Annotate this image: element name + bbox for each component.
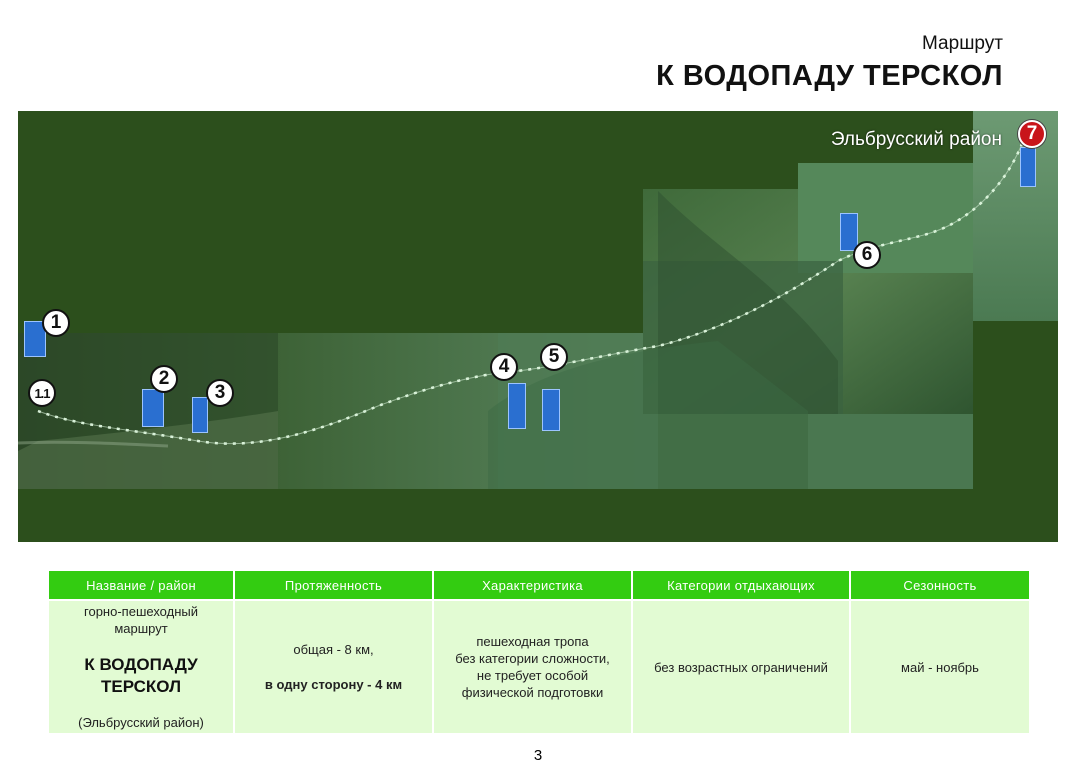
info-sign xyxy=(508,383,526,429)
header-characteristic: Характеристика xyxy=(433,570,632,600)
route-title-line2: ТЕРСКОЛ xyxy=(100,676,182,696)
header-subtitle: Маршрут xyxy=(922,33,1003,54)
cell-categories: без возрастных ограничений xyxy=(632,600,850,734)
route-point-1[interactable]: 1 xyxy=(42,309,70,337)
info-sign xyxy=(1020,147,1036,187)
route-point-4[interactable]: 4 xyxy=(490,353,518,381)
route-point-1-1[interactable]: 1.1 xyxy=(28,379,56,407)
route-point-2[interactable]: 2 xyxy=(150,365,178,393)
header-name-region: Название / район xyxy=(48,570,234,600)
page-number: 3 xyxy=(533,747,543,764)
table-row xyxy=(48,600,1030,734)
cell-length xyxy=(234,600,433,734)
characteristic-line: пешеходная тропа xyxy=(476,634,589,649)
route-point-5[interactable]: 5 xyxy=(540,343,568,371)
header-season: Сезонность xyxy=(850,570,1030,600)
route-title-line1: К ВОДОПАДУ xyxy=(84,654,198,674)
header-categories: Категории отдыхающих xyxy=(632,570,850,600)
cell-season: май - ноябрь xyxy=(850,600,1030,734)
route-point-7[interactable]: 7 xyxy=(1018,120,1046,148)
info-sign xyxy=(142,389,164,427)
characteristic-line: не требует особой xyxy=(476,668,589,683)
satellite-imagery xyxy=(18,111,1058,489)
page-title: К ВОДОПАДУ ТЕРСКОЛ xyxy=(656,60,1003,92)
route-type-line2: маршрут xyxy=(114,621,168,636)
characteristic-line: без категории сложности, xyxy=(455,651,610,666)
route-region: (Эльбрусский район) xyxy=(78,715,204,730)
route-info-table xyxy=(47,569,1031,735)
length-one-way: в одну сторону - 4 км xyxy=(264,677,403,692)
route-point-6[interactable]: 6 xyxy=(853,241,881,269)
characteristic-line: физической подготовки xyxy=(461,685,604,700)
length-total: общая - 8 км, xyxy=(293,642,374,657)
info-sign xyxy=(542,389,560,431)
route-map xyxy=(18,111,1058,542)
cell-characteristic xyxy=(433,600,632,734)
cell-name xyxy=(48,600,234,734)
info-sign xyxy=(192,397,208,433)
map-terrain xyxy=(18,111,1058,542)
route-point-3[interactable]: 3 xyxy=(206,379,234,407)
region-label: Эльбрусский район xyxy=(830,129,1002,150)
route-type-line1: горно-пешеходный xyxy=(84,604,198,619)
table-header-row xyxy=(48,570,1030,600)
header-length: Протяженность xyxy=(234,570,433,600)
